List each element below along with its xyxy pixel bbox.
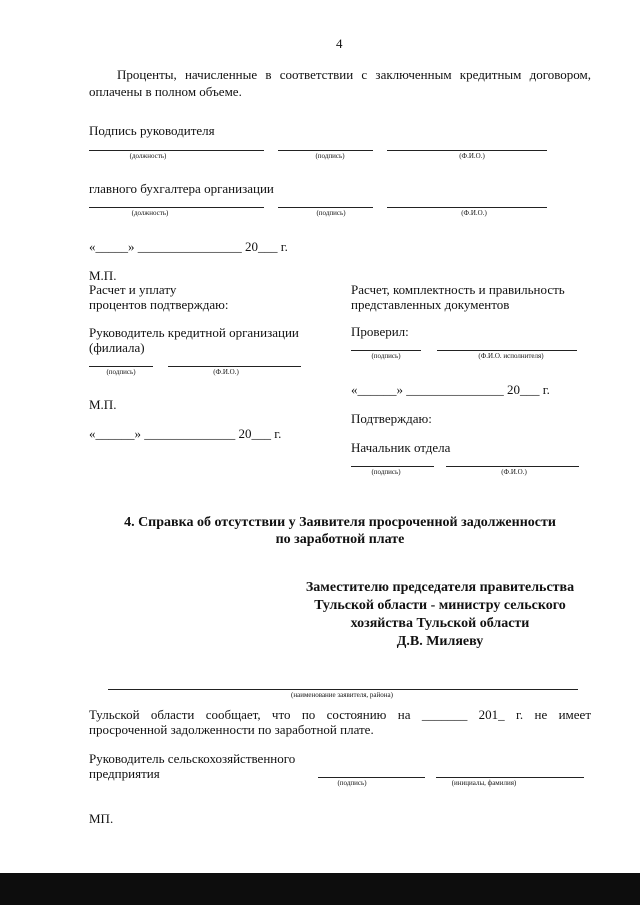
- accountant-signature-label: главного бухгалтера организации: [89, 181, 274, 196]
- position-caption: (должность): [131, 209, 169, 217]
- fio-caption: (Ф.И.О.): [501, 468, 527, 476]
- enterprise-head-line2: предприятия: [89, 766, 160, 781]
- dept-head-fio-line: [446, 466, 579, 467]
- accountant-fio-line: [387, 207, 547, 208]
- report-line2: просроченной задолженности по заработной плате.: [89, 722, 374, 737]
- stamp-label-left: М.П.: [89, 397, 117, 412]
- accountant-position-line: [89, 207, 264, 208]
- payment-confirm-line1: Расчет и уплату: [89, 282, 177, 297]
- head-fio-line: [387, 150, 547, 151]
- fio-executor-caption: (Ф.И.О. исполнителя): [478, 352, 544, 360]
- credit-org-head-line2: (филиала): [89, 340, 145, 355]
- signature-caption: (подпись): [371, 352, 401, 360]
- addressee-line1: Заместителю председателя правительства: [305, 580, 575, 595]
- head-signature-line: [278, 150, 373, 151]
- signature-caption: (подпись): [316, 209, 346, 217]
- credit-org-fio-line: [168, 366, 301, 367]
- credit-org-head-line1: Руководитель кредитной организации: [89, 325, 299, 340]
- accountant-signature-line: [278, 207, 373, 208]
- payment-confirm-line2: процентов подтверждаю:: [89, 297, 229, 312]
- addressee-line3: хозяйства Тульской области: [350, 616, 530, 631]
- section4-title-line2: по заработной плате: [275, 532, 405, 547]
- page-number: 4: [336, 36, 343, 51]
- signature-caption: (подпись): [106, 368, 136, 376]
- signature-caption: (подпись): [371, 468, 401, 476]
- addressee-line2: Тульской области - министру сельского: [314, 598, 566, 613]
- interest-paid-paragraph: Проценты, начисленные в соответствии с заключенным кредитным договором, оплачены в полном объеме.: [89, 67, 591, 99]
- section4-title-line1: 4. Справка об отсутствии у Заявителя просроченной задолженности: [124, 515, 556, 530]
- credit-org-signature-line: [89, 366, 153, 367]
- applicant-name-line: [108, 689, 578, 690]
- date-line-right: «______» _______________ 20___ г.: [351, 382, 550, 397]
- dept-head-label: Начальник отдела: [351, 440, 451, 455]
- stamp-label-final: МП.: [89, 811, 114, 826]
- checker-fio-line: [437, 350, 577, 351]
- check-docs-line1: Расчет, комплектность и правильность: [351, 282, 565, 297]
- head-signature-label: Подпись руководителя: [89, 123, 215, 138]
- addressee-line4: Д.В. Миляеву: [396, 634, 484, 649]
- scan-bottom-border: [0, 873, 640, 905]
- enterprise-signature-line: [318, 777, 425, 778]
- fio-caption: (Ф.И.О.): [461, 209, 487, 217]
- signature-caption: (подпись): [315, 152, 345, 160]
- confirm-label: Подтверждаю:: [351, 411, 432, 426]
- report-line1: Тульской области сообщает, что по состоянию на _______ 201_ г. не имеет: [89, 707, 591, 722]
- check-docs-line2: представленных документов: [351, 297, 510, 312]
- checker-signature-line: [351, 350, 421, 351]
- dept-head-signature-line: [351, 466, 434, 467]
- enterprise-initials-line: [436, 777, 584, 778]
- checked-label: Проверил:: [351, 324, 409, 339]
- enterprise-head-line1: Руководитель сельскохозяйственного: [89, 751, 296, 766]
- date-line-left: «______» ______________ 20___ г.: [89, 426, 282, 441]
- position-caption: (должность): [129, 152, 167, 160]
- applicant-caption: (наименование заявителя, района): [291, 691, 393, 699]
- signature-caption: (подпись): [337, 779, 367, 787]
- fio-caption: (Ф.И.О.): [213, 368, 239, 376]
- initials-caption: (инициалы, фамилия): [451, 779, 517, 787]
- fio-caption: (Ф.И.О.): [459, 152, 485, 160]
- head-position-line: [89, 150, 264, 151]
- stamp-label: М.П.: [89, 268, 117, 283]
- date-line: «_____» ________________ 20___ г.: [89, 239, 288, 254]
